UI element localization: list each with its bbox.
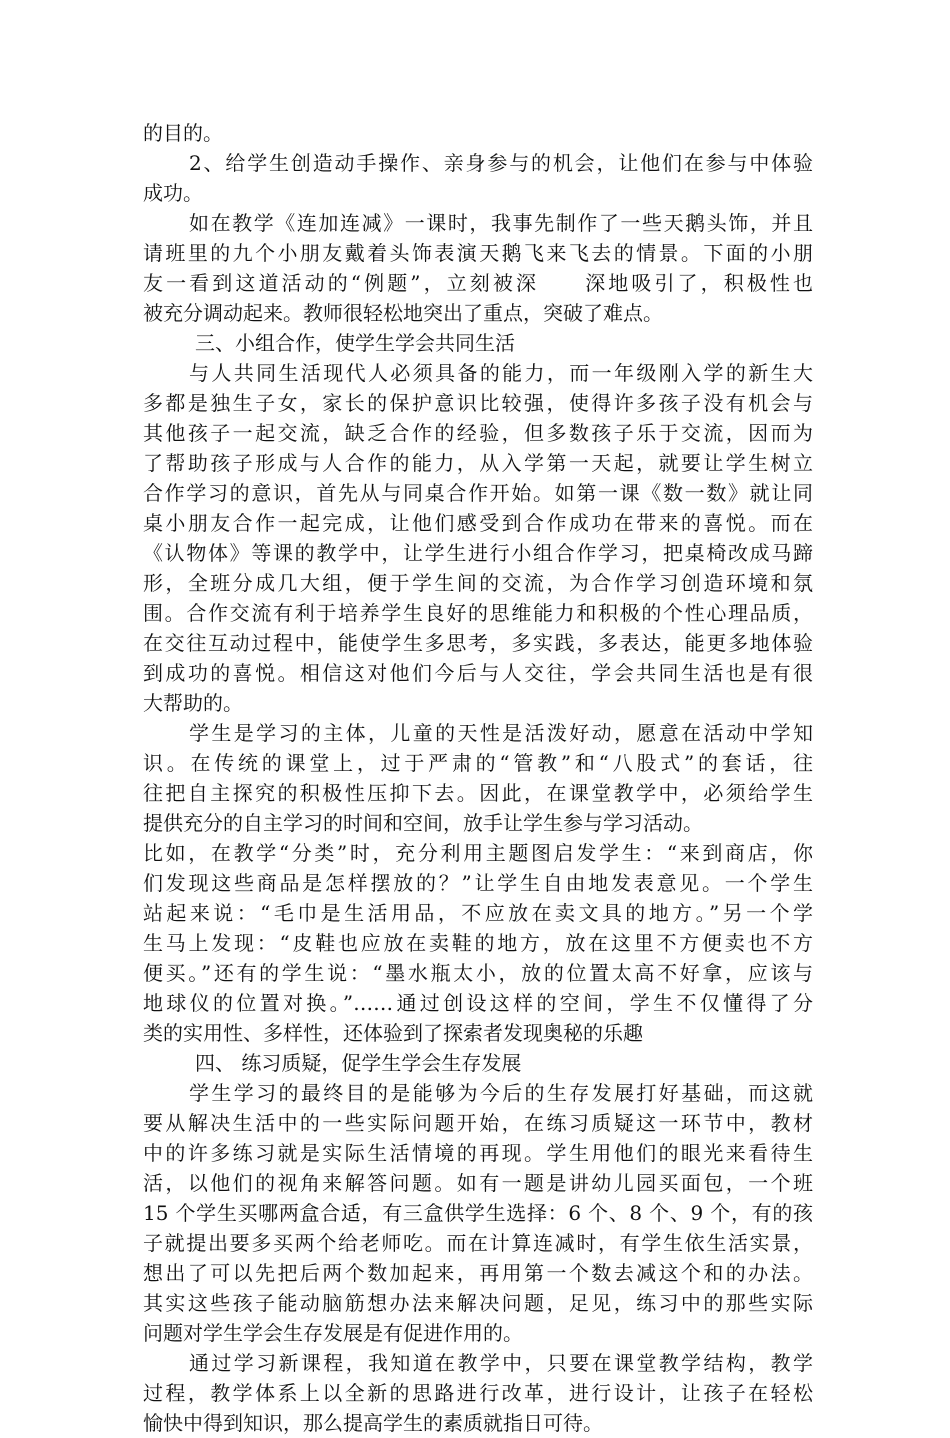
text-line: 过程，教学体系上以全新的思路进行改革，进行设计，让孩子在轻松 [143, 1381, 813, 1405]
text-line: 问题对学生学会生存发展是有促进作用的。 [143, 1321, 523, 1345]
text-line: 要从解决生活中的一些实际问题开始，在练习质疑这一环节中，教材 [143, 1111, 813, 1135]
text-line: 友一看到这道活动的“例题”，立刻被深 深地吸引了，积极性也 [143, 271, 813, 295]
text-line: 比如，在教学“分类”时，充分利用主题图启发学生：“来到商店，你 [143, 841, 813, 865]
text-line: 生马上发现：“皮鞋也应放在卖鞋的地方，放在这里不方便卖也不方 [143, 931, 813, 955]
text-line: 多都是独生子女，家长的保护意识比较强，使得许多孩子没有机会与 [143, 391, 813, 415]
text-line: 被充分调动起来。教师很轻松地突出了重点，突破了难点。 [143, 301, 663, 325]
text-line: 与人共同生活现代人必须具备的能力，而一年级刚入学的新生大 [189, 361, 813, 385]
text-line: 愉快中得到知识，那么提高学生的素质就指日可待。 [143, 1411, 603, 1435]
text-line: 2、给学生创造动手操作、亲身参与的机会，让他们在参与中体验 [189, 151, 813, 175]
text-line: 识。在传统的课堂上，过于严肃的“管教”和“八股式”的套话，往 [143, 751, 813, 775]
text-line: 了帮助孩子形成与人合作的能力，从入学第一天起，就要让学生树立 [143, 451, 813, 475]
text-line: 如在教学《连加连减》一课时，我事先制作了一些天鹅头饰，并且 [189, 211, 813, 235]
text-line: 的目的。 [143, 121, 223, 145]
text-line: 往把自主探究的积极性压抑下去。因此，在课堂教学中，必须给学生 [143, 781, 813, 805]
text-line: 类的实用性、多样性，还体验到了探索者发现奥秘的乐趣 [143, 1021, 643, 1045]
text-line: 学生是学习的主体，儿童的天性是活泼好动，愿意在活动中学知 [189, 721, 813, 745]
text-line: 三、小组合作，使学生学会共同生活 [195, 331, 515, 355]
text-line: 子就提出要多买两个给老师吃。而在计算连减时，有学生依生活实景， [143, 1231, 813, 1255]
text-line: 们发现这些商品是怎样摆放的？”让学生自由地发表意见。一个学生 [143, 871, 813, 895]
text-line: 围。合作交流有利于培养学生良好的思维能力和积极的个性心理品质， [143, 601, 813, 625]
text-line: 通过学习新课程，我知道在教学中，只要在课堂教学结构，教学 [189, 1351, 813, 1375]
text-line: 活，以他们的视角来解答问题。如有一题是讲幼儿园买面包，一个班 [143, 1171, 813, 1195]
text-line: 到成功的喜悦。相信这对他们今后与人交往，学会共同生活也是有很 [143, 661, 813, 685]
text-line: 便买。”还有的学生说：“墨水瓶太小，放的位置太高不好拿，应该与 [143, 961, 813, 985]
text-line: 想出了可以先把后两个数加起来，再用第一个数去减这个和的办法。 [143, 1261, 813, 1285]
text-line: 站起来说：“毛巾是生活用品，不应放在卖文具的地方。”另一个学 [143, 901, 813, 925]
text-line: 其他孩子一起交流，缺乏合作的经验，但多数孩子乐于交流，因而为 [143, 421, 813, 445]
text-line: 提供充分的自主学习的时间和空间，放手让学生参与学习活动。 [143, 811, 703, 835]
text-line: 形，全班分成几大组，便于学生间的交流，为合作学习创造环境和氛 [143, 571, 813, 595]
text-line: 合作学习的意识，首先从与同桌合作开始。如第一课《数一数》就让同 [143, 481, 813, 505]
text-line: 在交往互动过程中，能使学生多思考，多实践，多表达，能更多地体验 [143, 631, 813, 655]
text-line: 地球仪的位置对换。”……通过创设这样的空间，学生不仅懂得了分 [143, 991, 813, 1015]
text-line: 桌小朋友合作一起完成，让他们感受到合作成功在带来的喜悦。而在 [143, 511, 813, 535]
text-line: 《认物体》等课的教学中，让学生进行小组合作学习，把桌椅改成马蹄 [143, 541, 813, 565]
text-line: 四、 练习质疑，促学生学会生存发展 [195, 1051, 522, 1075]
text-line: 成功。 [143, 181, 203, 205]
text-line: 其实这些孩子能动脑筋想办法来解决问题，足见，练习中的那些实际 [143, 1291, 813, 1315]
text-line: 请班里的九个小朋友戴着头饰表演天鹅飞来飞去的情景。下面的小朋 [143, 241, 813, 265]
text-line: 学生学习的最终目的是能够为今后的生存发展打好基础，而这就 [189, 1081, 813, 1105]
text-line: 中的许多练习就是实际生活情境的再现。学生用他们的眼光来看待生 [143, 1141, 813, 1165]
text-line: 大帮助的。 [143, 691, 243, 715]
document-body [143, 118, 813, 1438]
text-line: 15 个学生买哪两盒合适，有三盒供学生选择：6 个、8 个、9 个，有的孩 [143, 1201, 813, 1225]
